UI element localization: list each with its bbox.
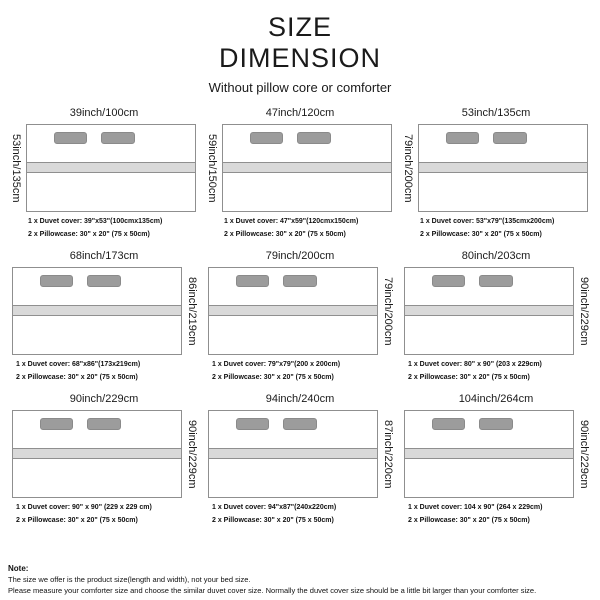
size-card [398,249,594,392]
card-width-label: 94inch/240cm [265,393,335,405]
pillow-icon [446,132,480,144]
bed-shape [12,410,182,498]
pillow-icon [236,418,270,430]
pillow-icon [432,275,466,287]
card-caption-pillowcase: 2 x Pillowcase: 30" x 20" (75 x 50cm) [408,517,530,524]
card-length-label: 79inch/200cm [402,133,414,203]
card-length-label: 87inch/220cm [382,419,394,489]
bed-illustration [10,122,198,214]
bed-illustration [10,265,198,357]
bed-illustration [206,122,394,214]
pillow-icon [432,418,466,430]
bed-shape [404,267,574,355]
pillow-icon [101,132,135,144]
card-caption-duvet: 1 x Duvet cover: 104 x 90" (264 x 229cm) [408,504,543,511]
duvet-fold [13,448,181,458]
duvet-area [13,411,181,459]
size-card [202,106,398,249]
card-caption-pillowcase: 2 x Pillowcase: 30" x 20" (75 x 50cm) [28,231,150,238]
bed-illustration [206,408,394,500]
pillow-icon [87,418,121,430]
page-title-line2: DIMENSION [218,43,381,73]
bed-illustration [206,265,394,357]
card-caption-duvet: 1 x Duvet cover: 79"x79"(200 x 200cm) [212,361,341,368]
duvet-fold [209,305,377,315]
footnote-line2: Please measure your comforter size and choose the similar duvet cover size. Normally the duvet cover size should be a little bit larger than your comforter size. [8,586,537,595]
duvet-fold [27,162,195,172]
bed-shape [222,124,392,212]
size-card [6,106,202,249]
bed-illustration [10,408,198,500]
duvet-fold [209,448,377,458]
bed-shape [404,410,574,498]
card-caption-pillowcase: 2 x Pillowcase: 30" x 20" (75 x 50cm) [16,374,138,381]
card-width-label: 53inch/135cm [461,107,531,119]
card-caption-duvet: 1 x Duvet cover: 53"x79"(135cmx200cm) [420,218,555,225]
card-length-label: 86inch/219cm [186,276,198,346]
bed-shape [208,410,378,498]
card-caption-duvet: 1 x Duvet cover: 80" x 90" (203 x 229cm) [408,361,542,368]
size-card [398,106,594,249]
pillow-icon [493,132,527,144]
size-card [6,392,202,535]
pillow-icon [236,275,270,287]
card-width-label: 104inch/264cm [458,393,534,405]
footnote [8,563,592,596]
duvet-area [223,125,391,173]
size-card-grid [0,106,600,535]
pillow-icon [297,132,331,144]
duvet-fold [405,305,573,315]
card-width-label: 90inch/229cm [69,393,139,405]
card-caption-duvet: 1 x Duvet cover: 94"x87"(240x220cm) [212,504,337,511]
duvet-area [405,411,573,459]
card-width-label: 79inch/200cm [265,250,335,262]
card-width-label: 47inch/120cm [265,107,335,119]
card-length-label: 59inch/150cm [206,133,218,203]
pillow-icon [54,132,88,144]
duvet-area [405,268,573,316]
footnote-title: Note: [8,564,29,573]
size-card [202,392,398,535]
duvet-area [27,125,195,173]
duvet-area [209,411,377,459]
card-caption-pillowcase: 2 x Pillowcase: 30" x 20" (75 x 50cm) [16,517,138,524]
bed-illustration [402,122,590,214]
pillow-icon [250,132,284,144]
duvet-area [209,268,377,316]
card-caption-pillowcase: 2 x Pillowcase: 30" x 20" (75 x 50cm) [408,374,530,381]
bed-shape [208,267,378,355]
bed-illustration [402,265,590,357]
page-title-line1: SIZE [267,12,332,42]
card-width-label: 68inch/173cm [69,250,139,262]
duvet-fold [13,305,181,315]
pillow-icon [479,275,513,287]
bed-shape [418,124,588,212]
card-caption-duvet: 1 x Duvet cover: 68"x86"(173x219cm) [16,361,141,368]
size-card [6,249,202,392]
card-caption-pillowcase: 2 x Pillowcase: 30" x 20" (75 x 50cm) [212,374,334,381]
card-length-label: 90inch/229cm [578,276,590,346]
duvet-area [419,125,587,173]
pillow-icon [40,418,74,430]
bed-illustration [402,408,590,500]
duvet-area [13,268,181,316]
pillow-icon [479,418,513,430]
card-length-label: 90inch/229cm [578,419,590,489]
card-caption-pillowcase: 2 x Pillowcase: 30" x 20" (75 x 50cm) [420,231,542,238]
pillow-icon [87,275,121,287]
size-card [398,392,594,535]
pillow-icon [283,275,317,287]
footnote-line1: The size we offer is the product size(length and width), not your bed size. [8,575,251,584]
bed-shape [12,267,182,355]
header [0,0,600,98]
page-subtitle: Without pillow core or comforter [208,80,392,95]
bed-shape [26,124,196,212]
card-caption-pillowcase: 2 x Pillowcase: 30" x 20" (75 x 50cm) [212,517,334,524]
card-length-label: 53inch/135cm [10,133,22,203]
card-caption-duvet: 1 x Duvet cover: 90" x 90" (229 x 229 cm) [16,504,152,511]
card-caption-duvet: 1 x Duvet cover: 47"x59"(120cmx150cm) [224,218,359,225]
card-caption-pillowcase: 2 x Pillowcase: 30" x 20" (75 x 50cm) [224,231,346,238]
pillow-icon [40,275,74,287]
size-card [202,249,398,392]
duvet-fold [223,162,391,172]
card-length-label: 79inch/200cm [382,276,394,346]
card-width-label: 80inch/203cm [461,250,531,262]
card-width-label: 39inch/100cm [69,107,139,119]
duvet-fold [419,162,587,172]
card-length-label: 90inch/229cm [186,419,198,489]
card-caption-duvet: 1 x Duvet cover: 39"x53"(100cmx135cm) [28,218,163,225]
duvet-fold [405,448,573,458]
pillow-icon [283,418,317,430]
